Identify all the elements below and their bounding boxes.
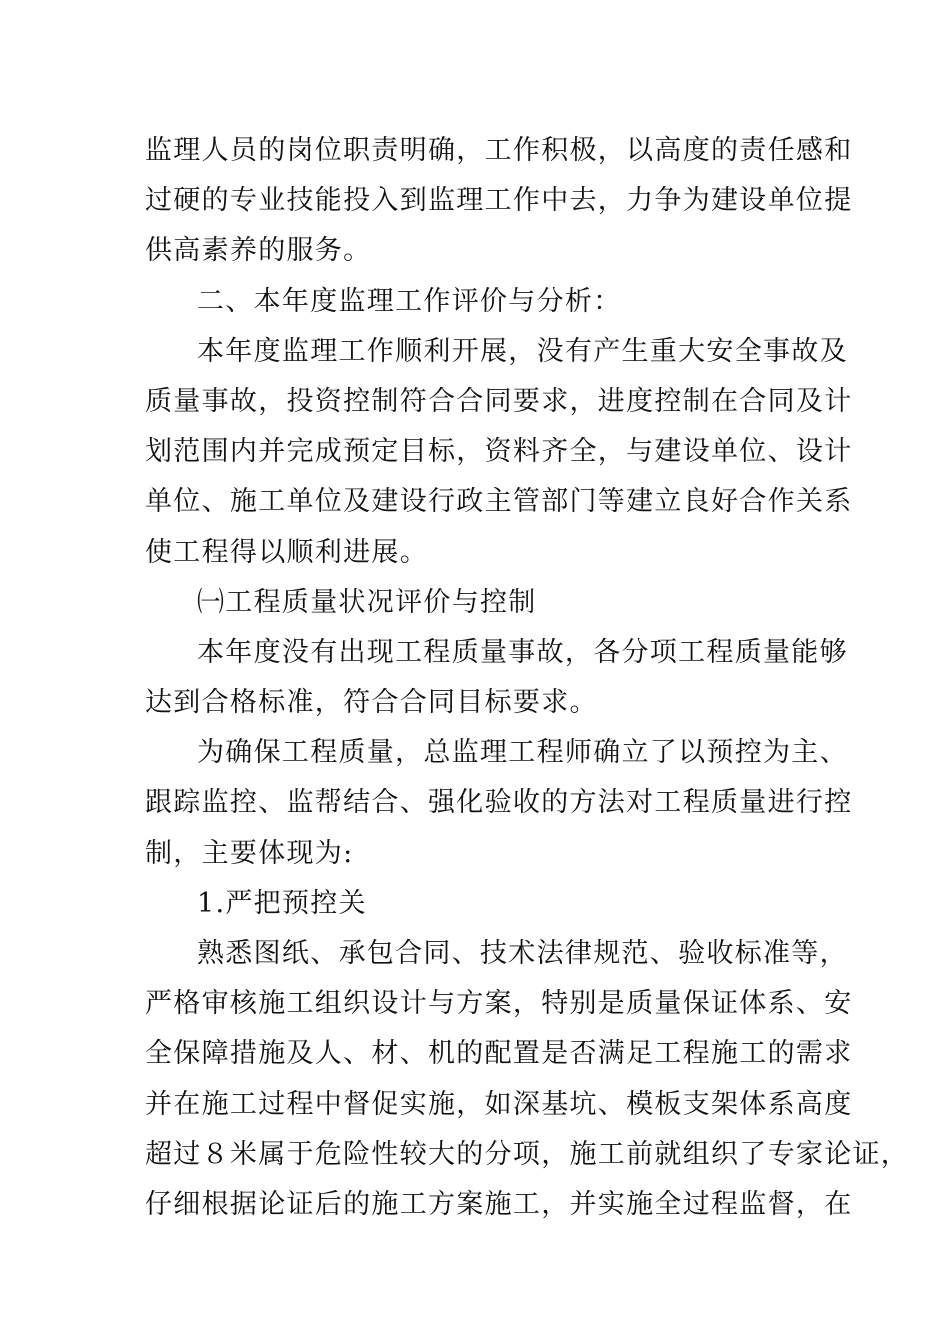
text-line: 供高素养的服务。: [145, 235, 372, 267]
numbered-heading: 1.严把预控关: [197, 887, 367, 919]
text-line: 全保障措施及人、材、机的配置是否满足工程施工的需求: [145, 1038, 853, 1070]
text-line: 本年度没有出现工程质量事故，各分项工程质量能够: [197, 636, 848, 668]
text-line: 为确保工程质量，总监理工程师确立了以预控为主、: [197, 737, 848, 769]
text-line: 划范围内并完成预定目标，资料齐全，与建设单位、设计: [145, 436, 853, 468]
section-heading: 二、本年度监理工作评价与分析：: [197, 285, 622, 317]
text-line: 制，主要体现为:: [145, 837, 354, 869]
text-line: 质量事故，投资控制符合合同要求，进度控制在合同及计: [145, 385, 853, 417]
body-text: [145, 126, 910, 1230]
text-line: 仔细根据论证后的施工方案施工，并实施全过程监督，在: [145, 1188, 853, 1220]
text-line: 严格审核施工组织设计与方案，特别是质量保证体系、安: [145, 988, 853, 1020]
text-line: 使工程得以顺利进展。: [145, 536, 428, 568]
text-line: 熟悉图纸、承包合同、技术法律规范、验收标准等，: [197, 938, 848, 969]
text-line: 达到合格标准，符合合同目标要求。: [145, 687, 598, 719]
text-line: 跟踪监控、监帮结合、强化验收的方法对工程质量进行控: [145, 787, 853, 819]
text-line: 过硬的专业技能投入到监理工作中去，力争为建设单位提: [145, 185, 853, 217]
text-line: 超过８米属于危险性较大的分项，施工前就组织了专家论证，: [145, 1138, 910, 1170]
text-line: 单位、施工单位及建设行政主管部门等建立良好合作关系: [145, 486, 853, 518]
text-line: 监理人员的岗位职责明确，工作积极，以高度的责任感和: [145, 135, 853, 166]
text-line: 本年度监理工作顺利开展，没有产生重大安全事故及: [197, 335, 848, 367]
subsection-heading: ㈠工程质量状况评价与控制: [197, 586, 537, 618]
text-line: 并在施工过程中督促实施，如深基坑、模板支架体系高度: [145, 1088, 853, 1120]
